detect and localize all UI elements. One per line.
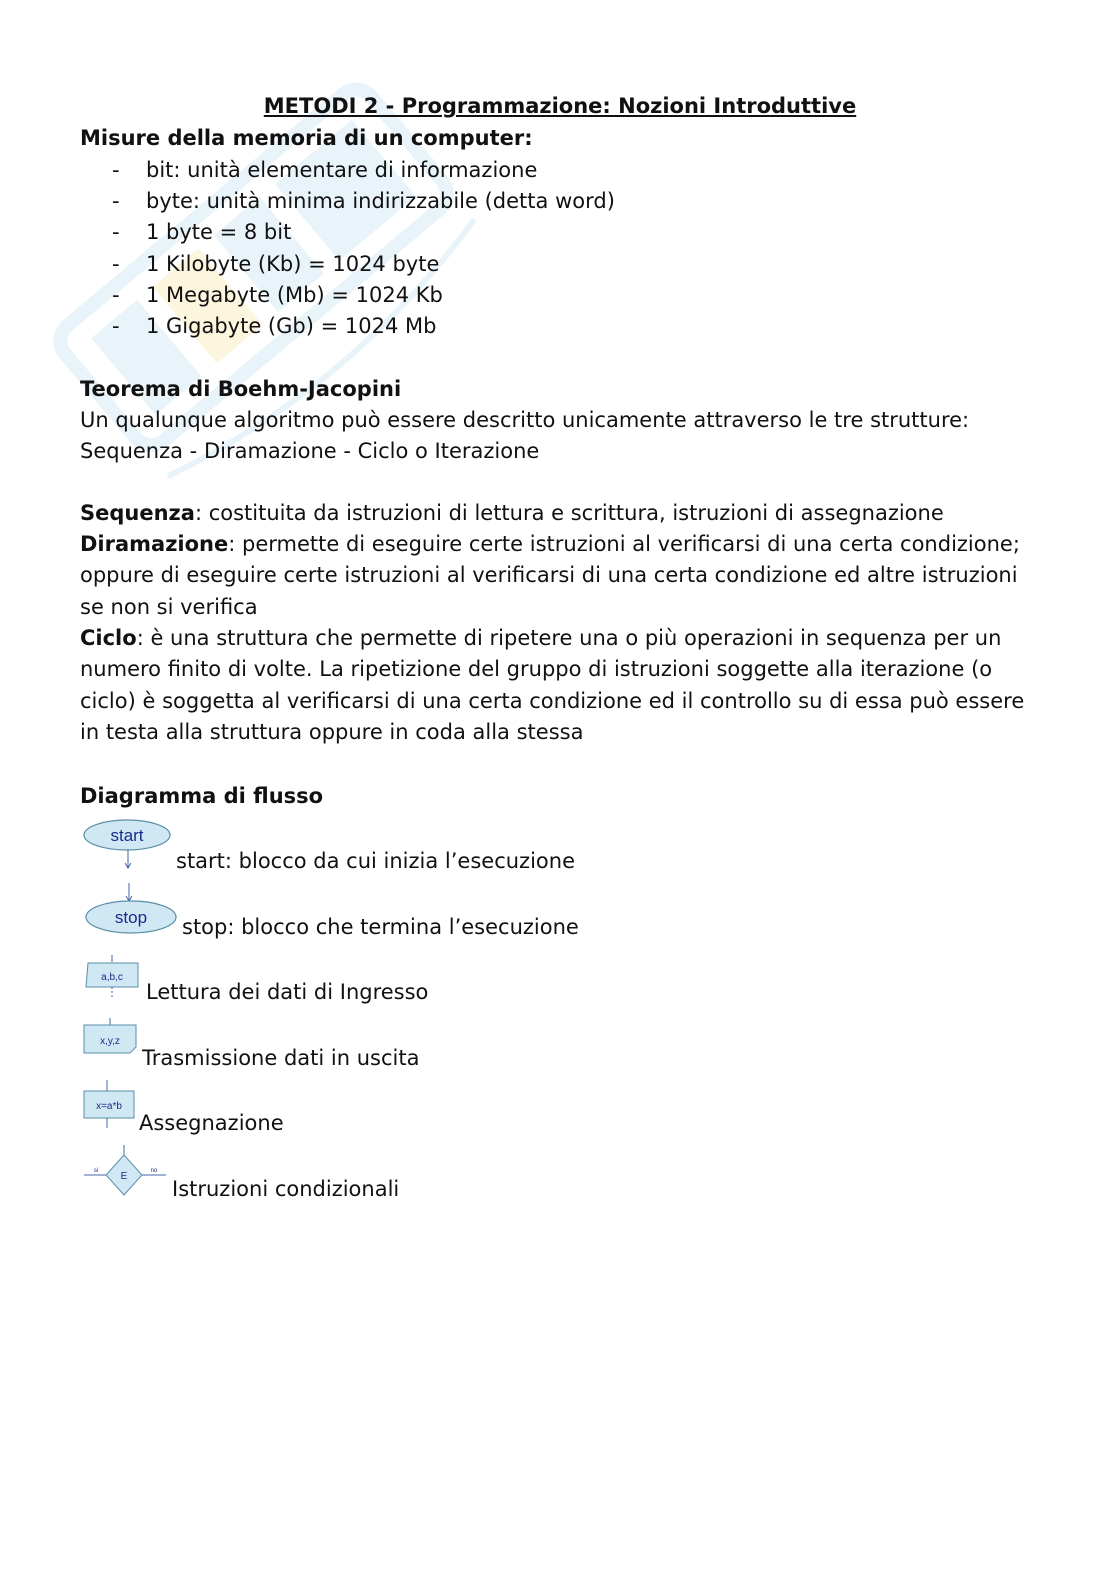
bullet-dash: -	[112, 189, 120, 213]
flow-heading: Diagramma di flusso	[80, 784, 324, 808]
stop-description: stop: blocco che termina l’esecuzione	[182, 915, 579, 939]
condition-shape-label: E	[120, 1171, 128, 1182]
input-shape-label: a,b,c	[101, 972, 123, 983]
page-title: METODI 2 - Programmazione: Nozioni Introduttive	[263, 94, 857, 118]
condition-yes-label: si	[93, 1168, 99, 1174]
sequenza-term: Sequenza	[80, 501, 195, 525]
flowchart-symbols	[80, 815, 190, 1205]
memory-heading: Misure della memoria di un computer:	[80, 126, 533, 150]
bullet-dash: -	[112, 220, 120, 244]
stop-shape-label: stop	[114, 908, 148, 927]
ciclo-term: Ciclo	[80, 626, 137, 650]
theorem-line-1: Un qualunque algoritmo può essere descritto unicamente attraverso le tre strutture:	[80, 408, 970, 432]
assignment-description: Assegnazione	[139, 1111, 284, 1135]
condition-no-label: no	[150, 1168, 158, 1174]
assignment-shape-label: x=a*b	[96, 1101, 122, 1112]
theorem-heading: Teorema di Boehm-Jacopini	[80, 377, 402, 401]
bullet-dash: -	[112, 158, 120, 182]
bullet-dash: -	[112, 252, 120, 276]
condition-description: Istruzioni condizionali	[172, 1177, 400, 1201]
start-description: start: blocco da cui inizia l’esecuzione	[176, 849, 575, 873]
output-shape-label: x,y,z	[100, 1036, 120, 1047]
input-description: Lettura dei dati di Ingresso	[146, 980, 429, 1004]
theorem-line-2: Sequenza - Diramazione - Ciclo o Iterazione	[80, 439, 540, 463]
start-shape-label: start	[110, 826, 144, 845]
bullet-dash: -	[112, 283, 120, 307]
ciclo-paragraph: Ciclo: è una struttura che permette di ripetere una o più operazioni in sequenza per un numero finito di volte. La ripetizione del gruppo di istruzioni soggette alla iterazione (o ciclo) è soggetta al verificarsi di una certa condizione ed il controllo su di essa può essere in testa alla struttura oppure in coda alla stessa	[80, 626, 1025, 744]
output-description: Trasmissione dati in uscita	[142, 1046, 420, 1070]
diramazione-paragraph: Diramazione: permette di eseguire certe istruzioni al verificarsi di una certa condizione; oppure di eseguire certe istruzioni al verificarsi di una certa condizione ed altre istruzioni se non si verifica	[80, 532, 1020, 619]
sequenza-paragraph: Sequenza: costituita da istruzioni di lettura e scrittura, istruzioni di assegnazione	[80, 501, 944, 525]
diramazione-term: Diramazione	[80, 532, 229, 556]
bullet-dash: -	[112, 314, 120, 338]
